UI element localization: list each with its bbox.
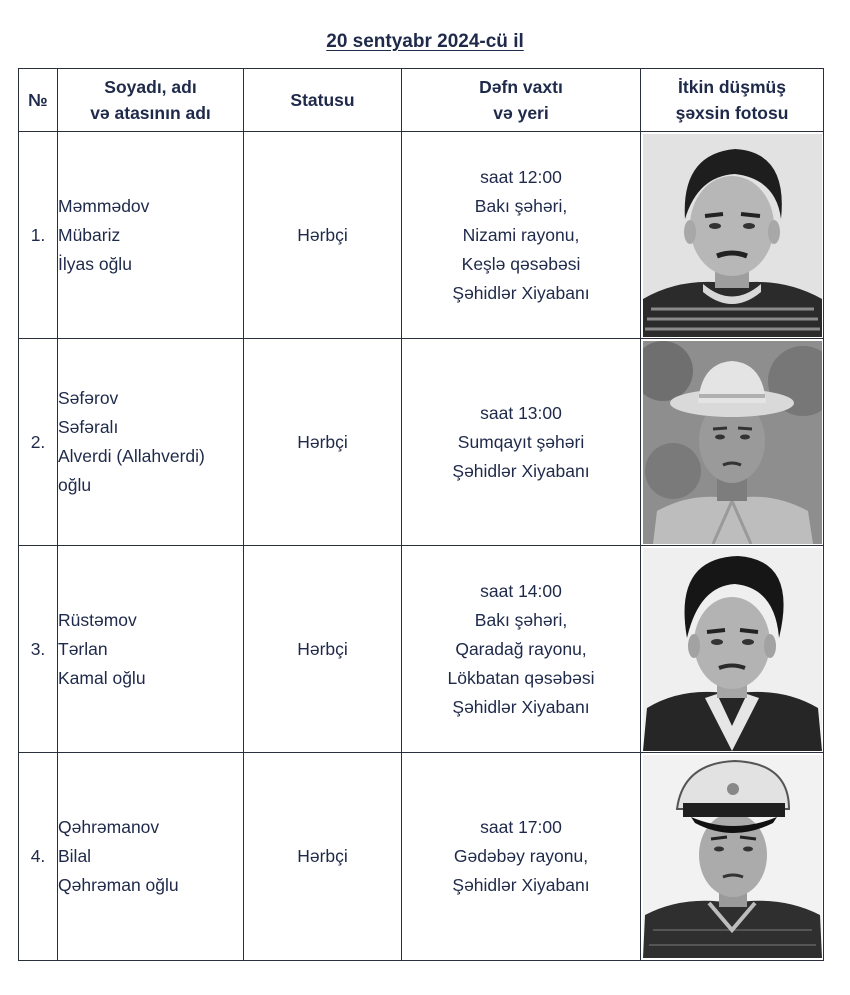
table-row <box>19 546 824 753</box>
photo-cell <box>641 132 824 339</box>
row-number: 2. <box>19 339 58 546</box>
portrait-photo-4 <box>643 755 822 958</box>
portrait-photo-2 <box>643 341 822 544</box>
header-number: № <box>19 69 58 132</box>
burial-time-place: saat 13:00 Sumqayıt şəhəri Şəhidlər Xiyabanı <box>402 339 641 546</box>
photo-cell <box>641 546 824 753</box>
table-row <box>19 339 824 546</box>
photo-cell <box>641 339 824 546</box>
burial-time-place: saat 12:00 Bakı şəhəri, Nizami rayonu, Keşlə qəsəbəsi Şəhidlər Xiyabanı <box>402 132 641 339</box>
header-name-line: Soyadı, adı <box>104 77 197 97</box>
header-name <box>58 69 244 132</box>
table-row <box>19 753 824 961</box>
portrait-photo-1 <box>643 134 822 337</box>
table-header-row <box>19 69 824 132</box>
header-photo <box>641 69 824 132</box>
row-number: 1. <box>19 132 58 339</box>
header-burial-line: və yeri <box>493 103 549 123</box>
person-name: Məmmədov Mübariz İlyas oğlu <box>58 132 244 339</box>
person-status: Hərbçi <box>244 753 402 961</box>
person-status: Hərbçi <box>244 132 402 339</box>
header-status: Statusu <box>244 69 402 132</box>
header-burial <box>402 69 641 132</box>
photo-cell <box>641 753 824 961</box>
portrait-photo-3 <box>643 548 822 751</box>
burial-time-place: saat 14:00 Bakı şəhəri, Qaradağ rayonu, Lökbatan qəsəbəsi Şəhidlər Xiyabanı <box>402 546 641 753</box>
person-name: Səfərov Səfəralı Alverdi (Allahverdi) oğlu <box>58 339 244 546</box>
header-name-line: və atasının adı <box>90 103 211 123</box>
header-photo-line: İtkin düşmüş <box>678 77 786 97</box>
burial-time-place: saat 17:00 Gədəbəy rayonu, Şəhidlər Xiyabanı <box>402 753 641 961</box>
person-status: Hərbçi <box>244 339 402 546</box>
header-burial-line: Dəfn vaxtı <box>479 77 563 97</box>
person-status: Hərbçi <box>244 546 402 753</box>
header-photo-line: şəxsin fotosu <box>675 103 789 123</box>
table-row <box>19 132 824 339</box>
burial-schedule-table <box>18 68 824 961</box>
row-number: 4. <box>19 753 58 961</box>
person-name: Qəhrəmanov Bilal Qəhrəman oğlu <box>58 753 244 961</box>
row-number: 3. <box>19 546 58 753</box>
person-name: Rüstəmov Tərlan Kamal oğlu <box>58 546 244 753</box>
document-date-title: 20 sentyabr 2024-cü il <box>326 31 524 52</box>
